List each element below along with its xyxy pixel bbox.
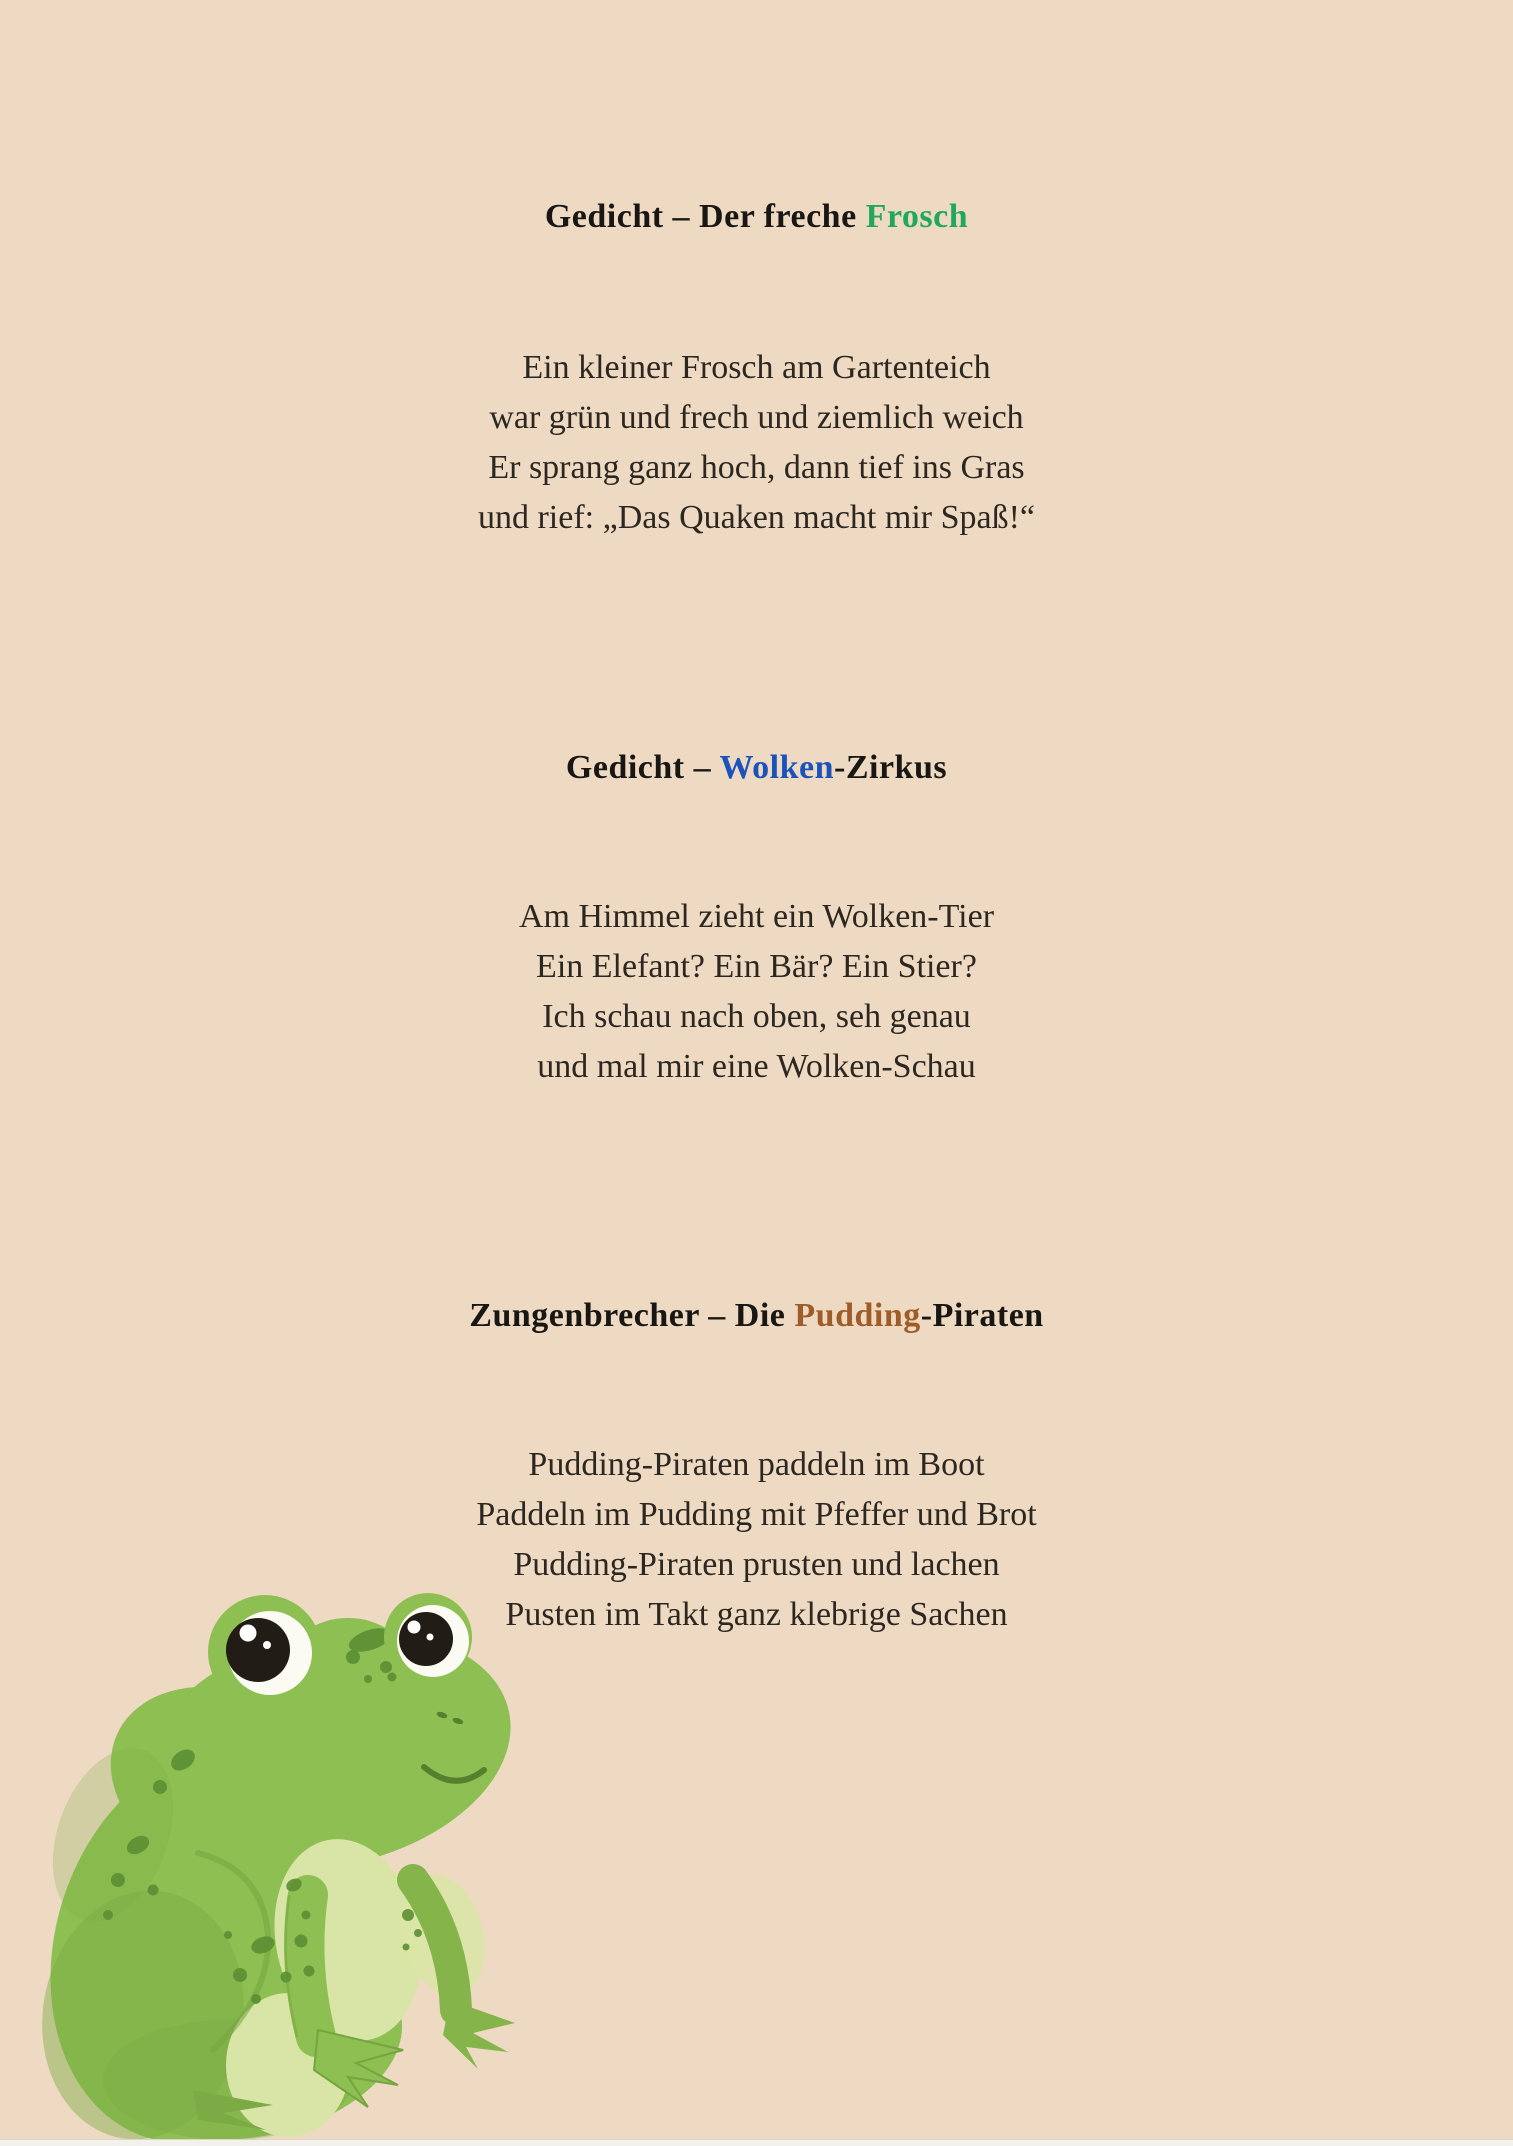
- title-highlight-word: Pudding: [794, 1297, 921, 1334]
- poem-line: Ein Elefant? Ein Bär? Ein Stier?: [536, 948, 977, 985]
- frog-left-eye: [208, 1595, 322, 1709]
- watercolor-frog-illustration: [18, 1585, 520, 2142]
- poem-line: Ich schau nach oben, seh genau: [542, 998, 971, 1035]
- poem-line: Am Himmel zieht ein Wolken-Tier: [518, 898, 995, 935]
- title-text-before: Zungenbrecher – Die: [469, 1297, 795, 1334]
- poem-line: Paddeln im Pudding mit Pfeffer und Brot: [476, 1496, 1037, 1533]
- poem-line: war grün und frech und ziemlich weich: [489, 399, 1024, 436]
- stanza-frosch: [0, 343, 1513, 543]
- title-text-before: Gedicht – Der freche: [544, 198, 866, 235]
- section-title-frosch: [0, 195, 1513, 239]
- page-title: [0, 195, 1513, 239]
- frog-right-eye: [384, 1593, 472, 1681]
- title-text-after: -Zirkus: [834, 749, 948, 786]
- page-title: [0, 1294, 1513, 1338]
- poem-line: Pusten im Takt ganz klebrige Sachen: [505, 1596, 1008, 1633]
- title-text-after: -Piraten: [920, 1297, 1044, 1334]
- title-highlight-word: Frosch: [865, 198, 969, 235]
- title-text-before: Gedicht –: [565, 749, 720, 786]
- stanza-wolken: [0, 892, 1513, 1092]
- poem-line: Pudding-Piraten paddeln im Boot: [528, 1446, 985, 1483]
- poem-line: Er sprang ganz hoch, dann tief ins Gras: [488, 449, 1025, 486]
- section-title-wolken: [0, 746, 1513, 790]
- poem-line: und mal mir eine Wolken-Schau: [537, 1048, 976, 1085]
- poem-line: Pudding-Piraten prusten und lachen: [513, 1546, 1000, 1583]
- poem-line: und rief: „Das Quaken macht mir Spaß!“: [477, 499, 1036, 536]
- page-bottom-edge: [0, 2139, 1513, 2146]
- page-title: [0, 746, 1513, 790]
- section-title-pudding: [0, 1294, 1513, 1338]
- title-highlight-word: Wolken: [719, 749, 834, 786]
- poem-line: Ein kleiner Frosch am Gartenteich: [522, 349, 991, 386]
